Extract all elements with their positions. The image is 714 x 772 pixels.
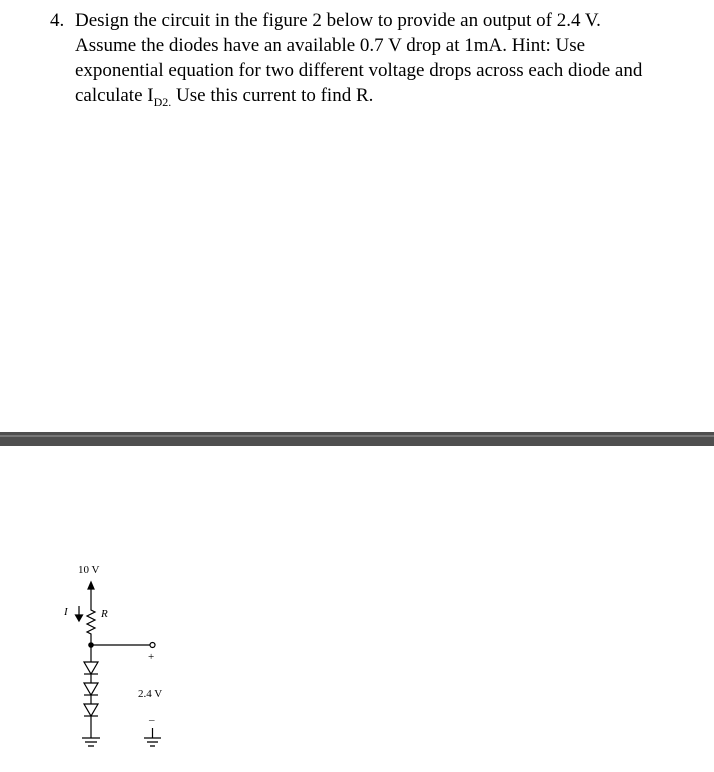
output-voltage-label: 2.4 V: [138, 688, 163, 700]
current-subscript: D2.: [153, 94, 172, 109]
supply-arrow: [88, 582, 94, 589]
ground-left-icon: [82, 738, 100, 746]
circuit-diagram: [0, 446, 714, 767]
resistor-r: [87, 607, 95, 645]
diode-2: [84, 683, 98, 695]
question-line-1: Design the circuit in the figure 2 below to provide an output of 2.4 V.: [75, 10, 601, 31]
question-line-4-prefix: calculate I: [75, 85, 154, 106]
question-line-4: [75, 85, 373, 110]
output-terminal: [150, 643, 155, 648]
supply-label: 10 V: [78, 564, 100, 576]
ground-right-icon: [144, 738, 161, 746]
plus-label: +: [148, 651, 155, 663]
resistor-label: R: [101, 608, 108, 620]
minus-label: –: [149, 714, 155, 726]
question-number: 4.: [50, 10, 65, 31]
question-line-2: Assume the diodes have an available 0.7 V drop at 1mA. Hint: Use: [75, 35, 586, 56]
diode-3: [84, 704, 98, 716]
question-line-3: exponential equation for two different voltage drops across each diode and: [75, 60, 643, 81]
circuit-figure: [0, 446, 714, 767]
diode-1: [84, 662, 98, 674]
page-divider: [0, 432, 714, 446]
question-line-4-suffix: Use this current to find R.: [171, 85, 374, 106]
current-arrow-head: [76, 615, 83, 621]
current-label: I: [64, 606, 68, 618]
